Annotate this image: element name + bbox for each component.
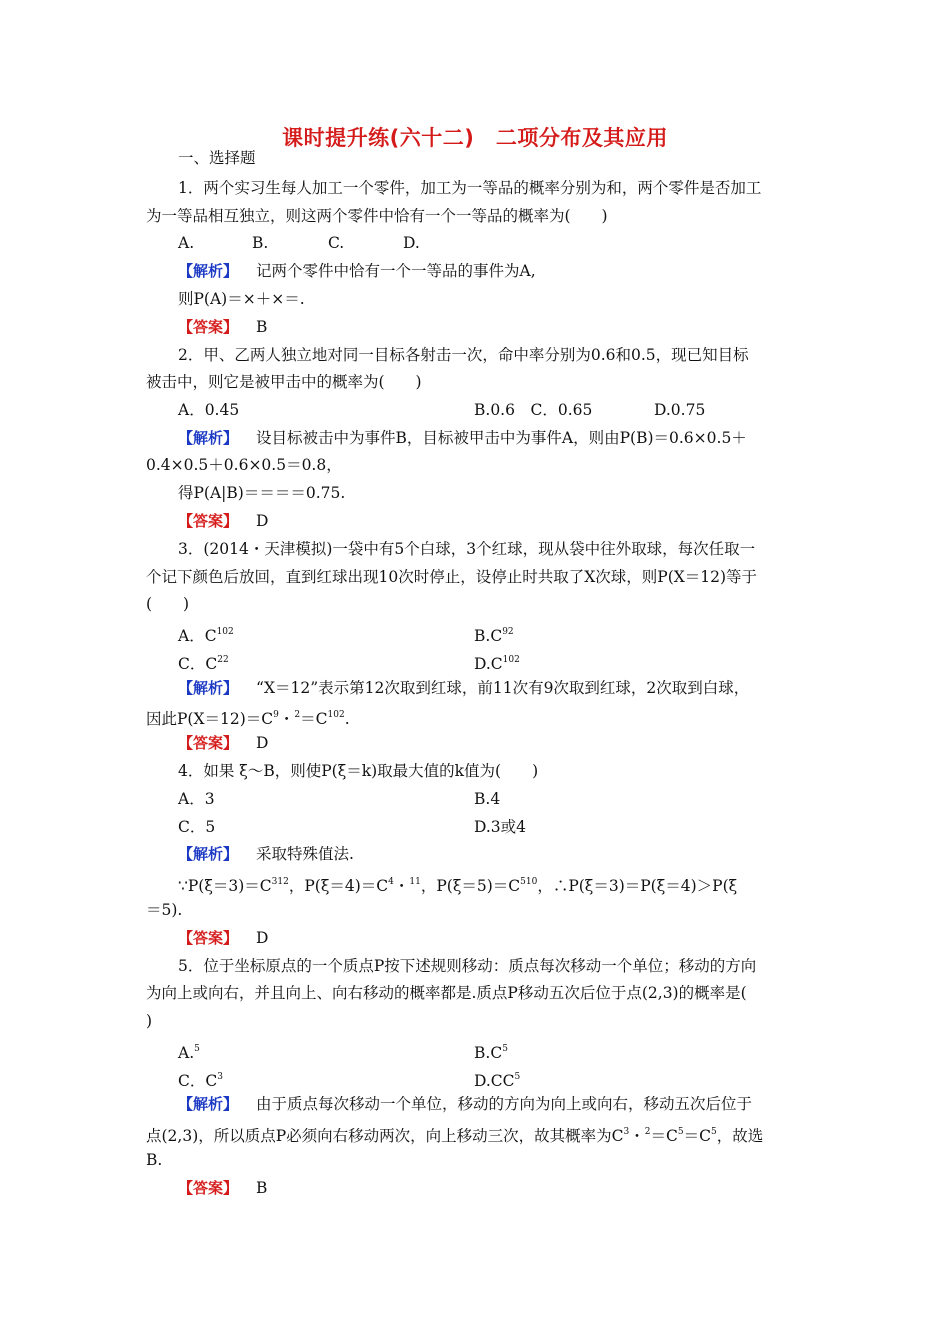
q2-option-d: D.0.75 <box>654 401 706 419</box>
q5-option-a-text: A. <box>178 1044 195 1062</box>
q1-option-c: C. <box>328 234 345 252</box>
q1-option-b: B. <box>252 234 269 252</box>
section-heading: 一、选择题 <box>178 149 256 167</box>
q2-analysis <box>178 428 747 448</box>
q1-analysis <box>178 261 536 281</box>
q3-option-a-text: A．C <box>178 627 217 645</box>
q3-jx2-sup: 102 <box>327 710 345 720</box>
q1-stem-line2: 为一等品相互独立，则这两个零件中恰有一个一等品的概率为( ) <box>146 207 608 225</box>
q5-option-b-text: B.C <box>474 1044 503 1062</box>
q3-option-c <box>178 650 229 674</box>
q5-jx2-part: ＝C <box>650 1127 678 1145</box>
q5-jx2-sup: 5 <box>677 1127 684 1137</box>
q4-answer <box>178 928 268 948</box>
q3-jx2-part: ＝C <box>300 710 328 728</box>
q2-option-bc: B.0.6 C．0.65 <box>474 401 593 419</box>
analysis-tag: 【解析】 <box>178 679 239 697</box>
q4-analysis-line1: 采取特殊值法. <box>256 845 354 863</box>
analysis-tag: 【解析】 <box>178 429 239 447</box>
q4-jx2-part: ，P(ξ＝4)＝C <box>288 877 389 895</box>
q5-jx2-part: ＝C <box>683 1127 712 1145</box>
q5-option-c-sup: 3 <box>217 1072 223 1082</box>
q3-answer <box>178 733 268 753</box>
q3-jx2-part: . <box>344 710 350 728</box>
q1-stem-line1: 1．两个实习生每人加工一个零件，加工为一等品的概率分别为和，两个零件是否加工 <box>178 179 762 197</box>
q4-option-b: B.4 <box>474 790 501 808</box>
q2-stem-line2: 被击中，则它是被甲击中的概率为( ) <box>146 373 422 391</box>
q3-analysis-line1: “X＝12”表示第12次取到红球，前11次有9次取到红球，2次取到白球， <box>256 679 750 697</box>
q3-option-b-text: B.C <box>474 627 503 645</box>
q4-jx2-part: ，P(ξ＝5)＝C <box>420 877 521 895</box>
q1-analysis-line2: 则P(A)＝×＋×＝. <box>178 290 305 308</box>
q3-jx2-sup: 9 <box>273 710 279 720</box>
answer-tag: 【答案】 <box>178 512 239 530</box>
q5-analysis-line2 <box>146 1122 763 1146</box>
q4-option-d: D.3或4 <box>474 818 527 836</box>
q2-analysis-line1: 设目标被击中为事件B，目标被甲击中为事件A，则由P(B)＝0.6×0.5＋ <box>256 429 747 447</box>
q4-analysis-line2 <box>178 872 737 896</box>
q5-answer <box>178 1178 267 1198</box>
q3-option-a <box>178 622 234 646</box>
q3-jx2-sup: 2 <box>294 710 301 720</box>
q4-jx2-sup: 510 <box>520 877 538 887</box>
q3-option-d-text: D.C <box>474 655 503 673</box>
q3-stem-line2: 个记下颜色后放回，直到红球出现10次时停止，设停止时共取了X次球，则P(X＝12)等于 <box>146 568 758 586</box>
q5-option-d-sup: 5 <box>514 1072 521 1082</box>
q5-jx2-part: 点(2,3)，所以质点P必须向右移动两次，向上移动三次，故其概率为C <box>146 1127 624 1145</box>
q3-option-a-sup: 102 <box>216 627 234 637</box>
q5-option-d-text: D.CC <box>474 1072 515 1090</box>
q5-stem-line3: ) <box>146 1012 153 1030</box>
q5-stem-line2: 为向上或向右，并且向上、向右移动的概率都是.质点P移动五次后位于点(2,3)的概率是( <box>146 984 747 1002</box>
analysis-tag: 【解析】 <box>178 1095 239 1113</box>
q1-answer <box>178 317 267 337</box>
q5-jx2-part: ，故选 <box>716 1127 764 1145</box>
q5-jx2-sup: 5 <box>711 1127 717 1137</box>
q3-analysis-line2 <box>146 705 350 729</box>
q5-jx2-part: ・ <box>629 1127 645 1145</box>
answer-tag: 【答案】 <box>178 734 239 752</box>
q3-jx2-part: ・ <box>278 710 295 728</box>
q4-answer-value: D <box>256 929 269 947</box>
q1-option-d: D. <box>403 234 420 252</box>
q3-option-c-sup: 22 <box>217 655 229 665</box>
q5-analysis <box>178 1094 752 1114</box>
q5-stem-line1: 5．位于坐标原点的一个质点P按下述规则移动：质点每次移动一个单位；移动的方向 <box>178 957 757 975</box>
answer-tag: 【答案】 <box>178 929 239 947</box>
q5-option-a-sup: 5 <box>194 1044 200 1054</box>
q5-option-b <box>474 1039 508 1063</box>
q5-jx2-sup: 3 <box>623 1127 630 1137</box>
q4-jx2-part: ，∴P(ξ＝3)＝P(ξ＝4)＞P(ξ <box>537 877 738 895</box>
answer-tag: 【答案】 <box>178 1179 239 1197</box>
q3-answer-value: D <box>256 734 269 752</box>
q3-stem-line3: ( ) <box>146 595 190 613</box>
q4-jx2-sup: 11 <box>409 877 421 887</box>
analysis-tag: 【解析】 <box>178 845 239 863</box>
q1-analysis-line1: 记两个零件中恰有一个一等品的事件为A, <box>256 262 536 280</box>
q2-answer <box>178 511 268 531</box>
q1-option-a: A. <box>178 234 195 252</box>
q4-option-c: C．5 <box>178 818 216 836</box>
q5-answer-value: B <box>256 1179 268 1197</box>
q3-option-b-sup: 92 <box>502 627 514 637</box>
q5-analysis-line1: 由于质点每次移动一个单位，移动的方向为向上或向右，移动五次后位于 <box>256 1095 753 1113</box>
q3-jx2-part: 因此P(X＝12)＝C <box>146 710 274 728</box>
q1-answer-value: B <box>256 318 268 336</box>
q2-stem-line1: 2．甲、乙两人独立地对同一目标各射击一次，命中率分别为0.6和0.5，现已知目标 <box>178 346 749 364</box>
q4-jx2-sup: 312 <box>271 877 289 887</box>
q4-jx2-sup: 4 <box>388 877 394 887</box>
q5-option-a <box>178 1039 200 1063</box>
q5-jx2-sup: 2 <box>644 1127 651 1137</box>
q4-analysis-line3: ＝5). <box>146 901 183 919</box>
q5-option-d <box>474 1067 520 1091</box>
q2-analysis-line3: 得P(A|B)＝＝＝＝0.75. <box>178 484 346 502</box>
q5-option-b-sup: 5 <box>502 1044 508 1054</box>
q3-option-c-text: C．C <box>178 655 218 673</box>
q3-analysis <box>178 678 749 698</box>
analysis-tag: 【解析】 <box>178 262 239 280</box>
q5-option-c-text: C．C <box>178 1072 218 1090</box>
q2-option-a: A．0.45 <box>178 401 240 419</box>
q3-option-d-sup: 102 <box>502 655 520 665</box>
q5-analysis-line3: B. <box>146 1151 163 1169</box>
q5-option-c <box>178 1067 223 1091</box>
q3-option-d <box>474 650 520 674</box>
q4-option-a: A．3 <box>178 790 215 808</box>
q2-analysis-line2: 0.4×0.5＋0.6×0.5＝0.8， <box>146 456 342 474</box>
answer-tag: 【答案】 <box>178 318 239 336</box>
q4-stem-line1: 4．如果 ξ～B，则使P(ξ＝k)取最大值的k值为( ) <box>178 762 539 780</box>
q4-jx2-part: ・ <box>393 877 410 895</box>
q4-analysis <box>178 844 354 864</box>
page-title: 课时提升练(六十二) 二项分布及其应用 <box>282 126 668 150</box>
q3-option-b <box>474 622 514 646</box>
q3-stem-line1: 3．(2014・天津模拟)一袋中有5个白球，3个红球，现从袋中往外取球，每次任取一 <box>178 540 756 558</box>
q4-jx2-part: ∵P(ξ＝3)＝C <box>178 877 272 895</box>
q2-answer-value: D <box>256 512 269 530</box>
